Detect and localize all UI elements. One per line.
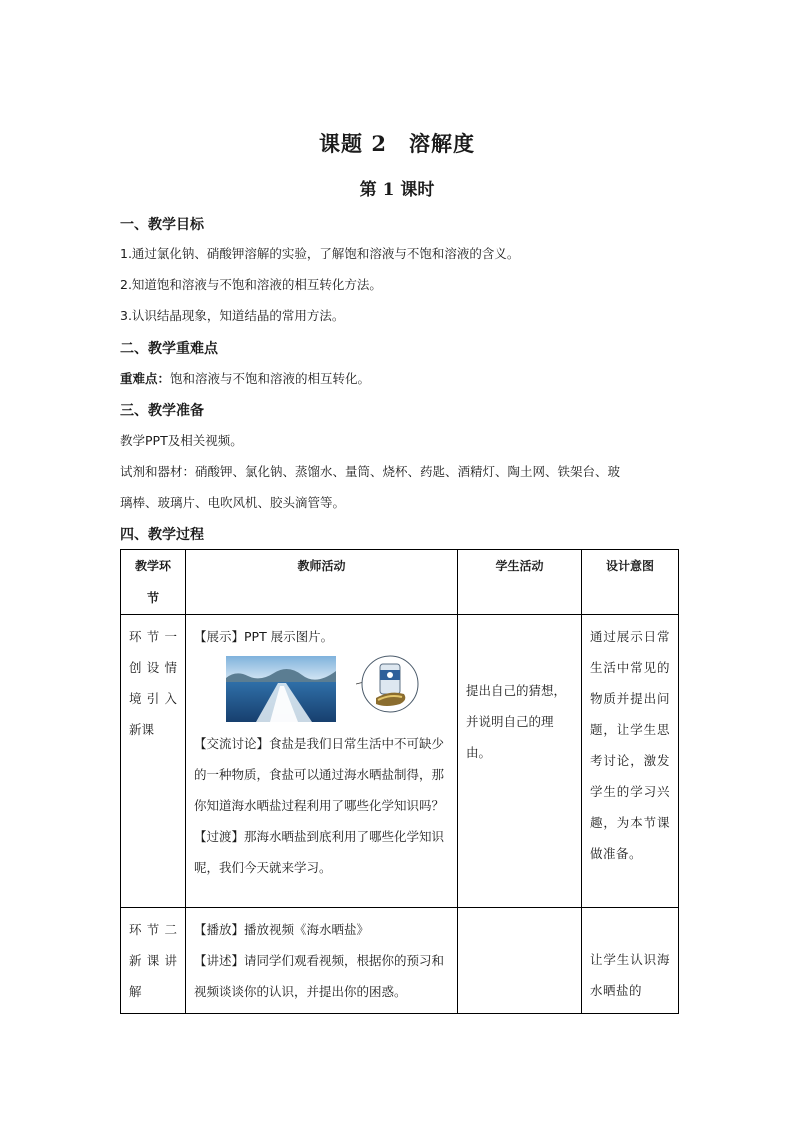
key-point-paragraph: [120, 369, 370, 389]
stage-cell: 环节一创设情境引入新课: [121, 615, 186, 908]
design-intent-cell: 让学生认识海水晒盐的: [582, 908, 679, 1014]
ocean-wake-image: [226, 656, 336, 722]
lesson-title: [0, 128, 794, 158]
stage-cell: 环节二新课讲解: [121, 908, 186, 1014]
table-row: [121, 615, 679, 908]
preparation-item-2-line-1: 试剂和器材：硝酸钾、氯化钠、蒸馏水、量筒、烧杯、药匙、酒精灯、陶土网、铁架台、玻: [120, 464, 621, 479]
section-heading-process: 四、教学过程: [120, 527, 204, 543]
teacher-activity-cell: [186, 615, 458, 908]
goal-item-3: 3.认识结晶现象，知道结晶的常用方法。: [120, 308, 345, 323]
ppt-images: [226, 656, 449, 724]
teacher-activity-play: 【播放】播放视频《海水晒盐》: [194, 922, 370, 937]
student-activity-cell: [458, 908, 582, 1014]
preparation-item-1: 教学PPT及相关视频。: [120, 433, 243, 448]
goal-item-2: 2.知道饱和溶液与不饱和溶液的相互转化方法。: [120, 277, 382, 292]
student-activity-cell: 提出自己的猜想，并说明自己的理由。: [458, 615, 582, 908]
key-point-text: 饱和溶液与不饱和溶液的相互转化。: [170, 371, 371, 386]
section-heading-goals: 一、教学目标: [120, 217, 204, 233]
teacher-activity-discuss: 【交流讨论】食盐是我们日常生活中不可缺少的一种物质，食盐可以通过海水晒盐制得，那你知道海水晒盐过程利用了哪些化学知识吗？: [194, 736, 445, 813]
salt-container-icon: [356, 654, 422, 720]
header-stage: 教学环节: [121, 550, 186, 615]
section-heading-preparation: 三、教学准备: [120, 403, 204, 419]
teacher-activity-cell: [186, 908, 458, 1014]
teacher-activity-transition: 【过渡】那海水晒盐到底利用了哪些化学知识呢，我们今天就来学习。: [194, 829, 445, 875]
teacher-activity-show: 【展示】PPT 展示图片。: [194, 629, 334, 644]
lesson-period: 第 1 课时: [359, 180, 435, 200]
table-header-row: [121, 550, 679, 615]
table-row: [121, 908, 679, 1014]
header-teacher-activity: 教师活动: [186, 550, 458, 615]
lesson-number: 课题 2: [319, 131, 387, 156]
goal-item-1: 1.通过氯化钠、硝酸钾溶解的实验，了解饱和溶液与不饱和溶液的含义。: [120, 246, 520, 261]
preparation-item-2-line-2: 璃棒、玻璃片、电吹风机、胶头滴管等。: [120, 495, 346, 510]
header-design-intent: 设计意图: [582, 550, 679, 615]
design-intent-cell: 通过展示日常生活中常见的物质并提出问题，让学生思考讨论，激发学生的学习兴趣，为本节课做准备。: [582, 615, 679, 908]
lesson-name: 溶解度: [408, 131, 475, 156]
teaching-process-table: [120, 549, 679, 1014]
teacher-activity-explain: 【讲述】请同学们观看视频，根据你的预习和视频谈谈你的认识，并提出你的困惑。: [194, 953, 445, 999]
header-student-activity: 学生活动: [458, 550, 582, 615]
key-point-label: 重难点：: [120, 371, 171, 386]
section-heading-key-points: 二、教学重难点: [120, 341, 218, 357]
